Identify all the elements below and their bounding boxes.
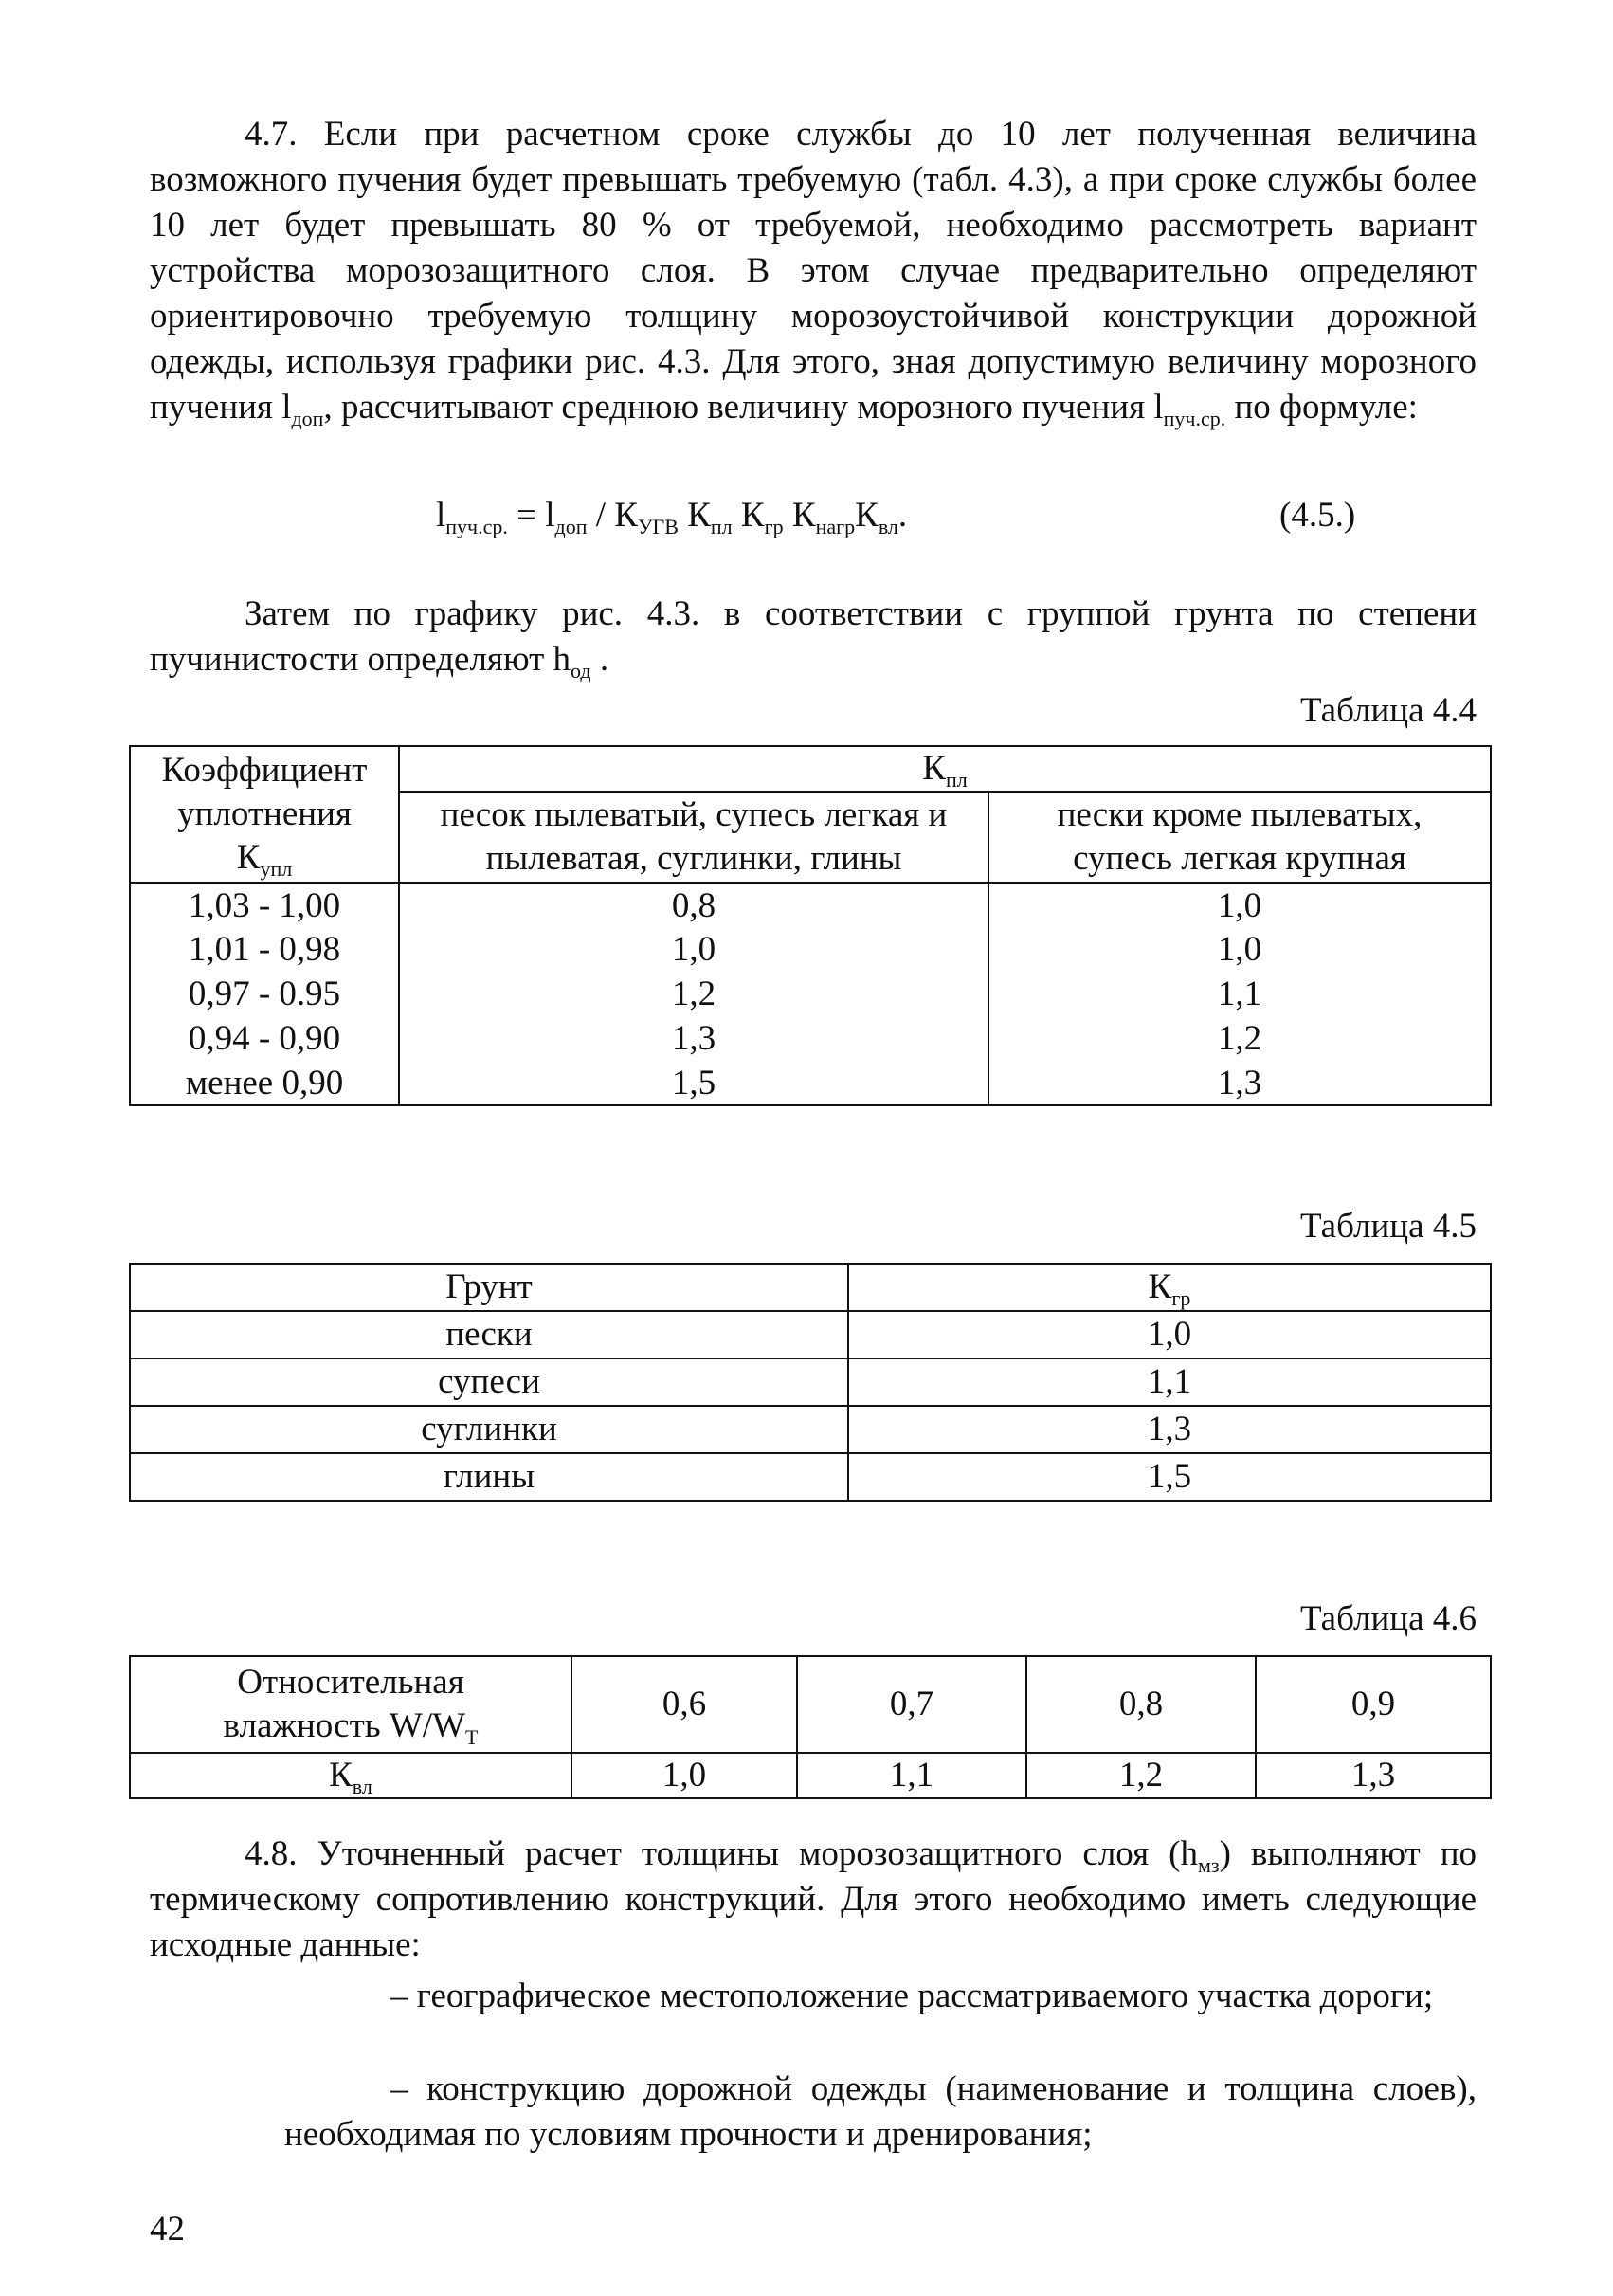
t46-cell: 1,2 (1026, 1753, 1256, 1798)
table-cell: 1,0 (988, 927, 1491, 972)
table-cell: 1,0 (399, 927, 988, 972)
table-4-5 (129, 1263, 1492, 1502)
table-cell: 0,8 (399, 883, 988, 927)
table-cell: 1,5 (848, 1453, 1491, 1501)
table-cell: менее 0,90 (130, 1061, 399, 1105)
table-cell: 0,94 - 0,90 (130, 1016, 399, 1061)
bullet-construction: – конструкцию дорожной одежды (наименование и толщина слоев), необходимая по условиям прочности и дренирования; (284, 2069, 1477, 2154)
t46-col-value: 0,7 (797, 1656, 1026, 1753)
t46-col-value: 0,9 (1256, 1656, 1491, 1753)
paragraph-then: Затем по графику рис. 4.3. в соответствии с группой грунта по степени пучинистости определяют $h_{од}$ . (150, 594, 1477, 683)
table-cell: 1,0 (848, 1311, 1491, 1358)
formula-number: (4.5.) (1279, 496, 1356, 535)
table-row (130, 972, 1491, 1016)
t45-header-kgr: $К_{гр}$ (848, 1264, 1491, 1311)
table-cell: 1,1 (848, 1358, 1491, 1406)
table-cell: 0,97 - 0.95 (130, 972, 399, 1016)
table-cell: 1,03 - 1,00 (130, 883, 399, 927)
t44-header-koef: Коэффициент уплотнения $К_{упл}$ (130, 746, 399, 883)
formula-4-5: $l_{пуч.ср.} = l_{доп} / К_{УГВ}$ $К_{пл}$ $К_{гр}$ $К_{нагр}К_{вл}$. (436, 496, 908, 538)
t45-header-grunt: Грунт (130, 1264, 848, 1311)
t46-header-humidity: Относительная влажность $W/W_Т$ (130, 1656, 571, 1753)
table-row (130, 1358, 1491, 1406)
table-4-4-caption: Таблица 4.4 (1300, 691, 1477, 730)
table-row (130, 1311, 1491, 1358)
t46-cell: 1,1 (797, 1753, 1026, 1798)
t44-header-col1: песок пылеватый, супесь легкая и пылеватая, суглинки, глины (399, 792, 988, 883)
t46-cell: 1,0 (571, 1753, 797, 1798)
table-cell: 1,5 (399, 1061, 988, 1105)
table-row (130, 1061, 1491, 1105)
table-cell: 1,1 (988, 972, 1491, 1016)
table-cell: 1,3 (988, 1061, 1491, 1105)
t46-col-value: 0,6 (571, 1656, 797, 1753)
table-4-6-caption: Таблица 4.6 (1300, 1599, 1477, 1638)
table-row (130, 1016, 1491, 1061)
t46-row-kvl: $К_{вл}$ (130, 1753, 571, 1798)
table-row (130, 927, 1491, 972)
paragraph-4-7: 4.7. Если при расчетном сроке службы до 10 лет полученная величина возможного пучения будет превышать требуемую (табл. 4.3), а при сроке службы более 10 лет будет превышать 80 % от требуемой, необходимо рассмотреть вариант устройства морозозащитного слоя. В этом случае предварительно определяют ориентировочно требуемую толщину морозоустойчивой конструкции дорожной одежды, используя графики рис. 4.3. Для этого, зная допустимую величину морозного пучения $l_{доп}$, рассчитывают среднюю величину морозного пучения $l_{пуч.ср.}$ по формуле: (150, 115, 1477, 430)
table-cell: 1,3 (848, 1406, 1491, 1453)
table-cell: 1,3 (399, 1016, 988, 1061)
table-row (130, 1453, 1491, 1501)
bullet-location: – географическое местоположение рассматриваемого участка дороги; (390, 1977, 1434, 2015)
table-cell: 1,2 (988, 1016, 1491, 1061)
table-cell: глины (130, 1453, 848, 1501)
table-cell: пески (130, 1311, 848, 1358)
table-4-6 (129, 1655, 1492, 1799)
t44-header-col2: пески кроме пылеватых, супесь легкая крупная (988, 792, 1491, 883)
table-4-5-caption: Таблица 4.5 (1300, 1207, 1477, 1246)
t46-col-value: 0,8 (1026, 1656, 1256, 1753)
table-row (130, 1406, 1491, 1453)
table-4-4 (129, 745, 1492, 1106)
table-cell: супеси (130, 1358, 848, 1406)
table-cell: 1,01 - 0,98 (130, 927, 399, 972)
t46-cell: 1,3 (1256, 1753, 1491, 1798)
table-cell: 1,2 (399, 972, 988, 1016)
page-number: 42 (150, 2210, 185, 2249)
paragraph-4-8: 4.8. Уточненный расчет толщины морозозащитного слоя $(h_{мз})$ выполняют по термическому сопротивлению конструкций. Для этого необходимо иметь следующие исходные данные: (150, 1834, 1477, 1964)
table-row (130, 883, 1491, 927)
t44-header-kpl: $К_{пл}$ (399, 746, 1491, 792)
table-cell: 1,0 (988, 883, 1491, 927)
table-cell: суглинки (130, 1406, 848, 1453)
